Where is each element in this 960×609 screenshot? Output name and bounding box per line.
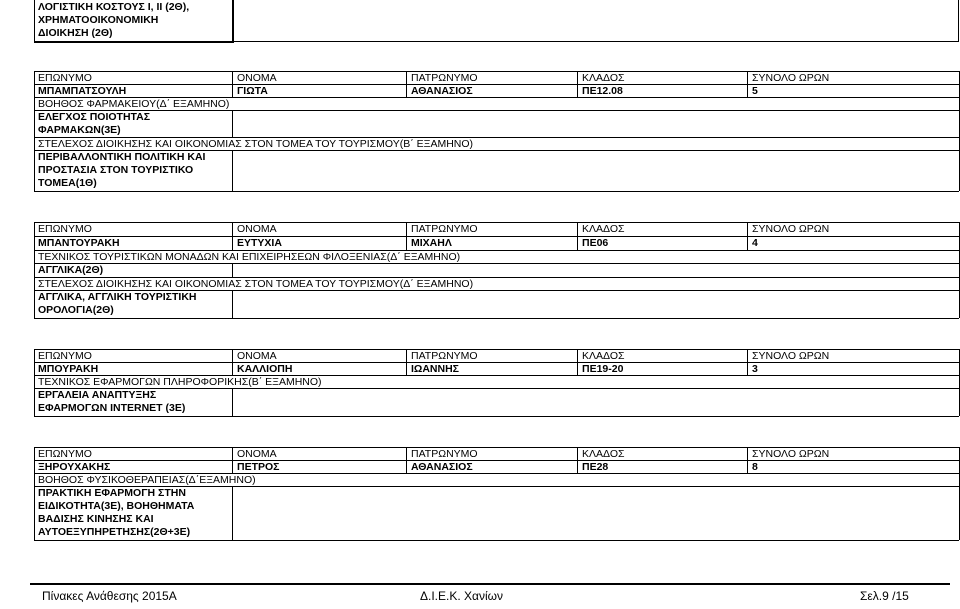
col-header-branch: ΚΛΑΔΟΣ (582, 448, 625, 460)
course-line: ΒΑΔΙΣΗΣ ΚΙΝΗΣΗΣ ΚΑΙ (38, 513, 154, 525)
col-header-branch: ΚΛΑΔΟΣ (582, 223, 625, 235)
col-header-father: ΠΑΤΡΩΝΥΜΟ (411, 72, 478, 84)
frame-left (34, 71, 35, 191)
col-divider (232, 222, 233, 250)
col-divider (232, 71, 233, 97)
specialty-title: ΣΤΕΛΕΧΟΣ ΔΙΟΙΚΗΣΗΣ ΚΑΙ ΟΙΚΟΝΟΜΙΑΣ ΣΤΟΝ ΤΟΜΕΑ ΤΟΥ ΤΟΥΡΙΣΜΟΥ(Β΄ ΕΞΑΜΗΝΟ) (38, 138, 474, 150)
col-header-surname: ΕΠΩΝΥΜΟ (38, 350, 92, 362)
teacher-name: ΠΕΤΡΟΣ (237, 461, 280, 473)
footer-page-number: Σελ.9 /15 (860, 589, 909, 603)
col-divider (747, 447, 748, 473)
col-header-hours: ΣΥΝΟΛΟ ΩΡΩΝ (752, 350, 830, 362)
specialty-title: ΤΕΧΝΙΚΟΣ ΕΦΑΡΜΟΓΩΝ ΠΛΗΡΟΦΟΡΙΚΗΣ(Β΄ ΕΞΑΜΗΝΟ) (38, 376, 322, 388)
col-divider (232, 263, 233, 277)
row-divider (34, 84, 959, 85)
col-divider (747, 349, 748, 375)
course-line: ΠΡΑΚΤΙΚΗ ΕΦΑΡΜΟΓΗ ΣΤΗΝ (38, 487, 186, 499)
frame-left (34, 349, 35, 416)
header-course-line: ΛΟΓΙΣΤΙΚΗ ΚΟΣΤΟΥΣ Ι, ΙΙ (2Θ), (38, 1, 190, 13)
teacher-name: ΓΙΩΤΑ (237, 85, 268, 97)
col-header-hours: ΣΥΝΟΛΟ ΩΡΩΝ (752, 72, 830, 84)
col-header-name: ΟΝΟΜΑ (237, 72, 277, 84)
col-header-surname: ΕΠΩΝΥΜΟ (38, 223, 92, 235)
col-header-name: ΟΝΟΜΑ (237, 350, 277, 362)
teacher-father: ΑΘΑΝΑΣΙΟΣ (411, 85, 473, 97)
col-header-father: ΠΑΤΡΩΝΥΜΟ (411, 448, 478, 460)
specialty-title: ΒΟΗΘΟΣ ΦΑΡΜΑΚΕΙΟΥ(Δ΄ ΕΞΑΜΗΝΟ) (38, 98, 230, 110)
course-line: ΑΓΓΛΙΚΑ, ΑΓΓΛΙΚΗ ΤΟΥΡΙΣΤΙΚΗ (38, 291, 197, 303)
teacher-name: ΕΥΤΥΧΙΑ (237, 237, 282, 249)
row-divider (34, 236, 959, 237)
frame-top (34, 222, 959, 223)
teacher-hours: 8 (752, 461, 758, 473)
col-divider (232, 110, 233, 137)
col-divider (232, 447, 233, 473)
teacher-surname: ΞΗΡΟΥΧΑΚΗΣ (38, 461, 111, 473)
teacher-father: ΙΩΑΝΝΗΣ (411, 363, 459, 375)
col-header-father: ΠΑΤΡΩΝΥΜΟ (411, 223, 478, 235)
teacher-hours: 4 (752, 237, 758, 249)
footer-center: Δ.Ι.Ε.Κ. Χανίων (420, 589, 504, 603)
col-divider (406, 222, 407, 250)
row-divider (34, 388, 959, 389)
teacher-hours: 3 (752, 363, 758, 375)
course-line: ΑΓΓΛΙΚΑ(2Θ) (38, 264, 104, 276)
header-course-line: ΔΙΟΙΚΗΣΗ (2Θ) (38, 27, 113, 39)
course-line: ΟΡΟΛΟΓΙΑ(2Θ) (38, 304, 114, 316)
col-divider (406, 71, 407, 97)
teacher-surname: ΜΠΑΜΠΑΤΣΟΥΛΗ (38, 85, 127, 97)
course-line: ΕΡΓΑΛΕΙΑ ΑΝΑΠΤΥΞΗΣ (38, 389, 157, 401)
specialty-title: ΤΕΧΝΙΚΟΣ ΤΟΥΡΙΣΤΙΚΩΝ ΜΟΝΑΔΩΝ ΚΑΙ ΕΠΙΧΕΙΡΗΣΕΩΝ ΦΙΛΟΞΕΝΙΑΣ(Δ΄ ΕΞΑΜΗΝΟ) (38, 251, 461, 263)
teacher-branch: ΠΕ12.08 (582, 85, 623, 97)
teacher-hours: 5 (752, 85, 758, 97)
col-header-surname: ΕΠΩΝΥΜΟ (38, 72, 92, 84)
col-header-branch: ΚΛΑΔΟΣ (582, 72, 625, 84)
row-divider (34, 460, 959, 461)
frame-left (34, 447, 35, 540)
row-divider (34, 540, 959, 541)
col-divider (577, 447, 578, 473)
col-header-hours: ΣΥΝΟΛΟ ΩΡΩΝ (752, 223, 830, 235)
course-line: ΠΡΟΣΤΑΣΙΑ ΣΤΟΝ ΤΟΥΡΙΣΤΙΚΟ (38, 164, 194, 176)
course-line: ΕΦΑΡΜΟΓΩΝ INTERNET (3Ε) (38, 402, 186, 414)
col-header-father: ΠΑΤΡΩΝΥΜΟ (411, 350, 478, 362)
specialty-title: ΣΤΕΛΕΧΟΣ ΔΙΟΙΚΗΣΗΣ ΚΑΙ ΟΙΚΟΝΟΜΙΑΣ ΣΤΟΝ ΤΟΜΕΑ ΤΟΥ ΤΟΥΡΙΣΜΟΥ(Δ΄ ΕΞΑΜΗΝΟ) (38, 278, 474, 290)
row-divider (34, 362, 959, 363)
row-divider (34, 110, 959, 111)
frame-top (34, 349, 959, 350)
course-line: ΠΕΡΙΒΑΛΛΟΝΤΙΚΗ ΠΟΛΙΤΙΚΗ ΚΑΙ (38, 151, 206, 163)
row-divider (34, 416, 959, 417)
col-header-name: ΟΝΟΜΑ (237, 223, 277, 235)
frame-top (34, 447, 959, 448)
teacher-branch: ΠΕ28 (582, 461, 609, 473)
row-divider (34, 263, 959, 264)
teacher-branch: ΠΕ06 (582, 237, 609, 249)
col-divider (232, 388, 233, 416)
col-divider (232, 290, 233, 318)
teacher-father: ΑΘΑΝΑΣΙΟΣ (411, 461, 473, 473)
teacher-branch: ΠΕ19-20 (582, 363, 624, 375)
frame-left (34, 222, 35, 318)
frame-top (34, 71, 959, 72)
col-header-name: ΟΝΟΜΑ (237, 448, 277, 460)
col-divider (577, 222, 578, 250)
col-divider (747, 71, 748, 97)
col-divider (747, 222, 748, 250)
course-line: ΑΥΤΟΕΞΥΠΗΡΕΤΗΣΗΣ(2Θ+3Ε) (38, 526, 191, 538)
teacher-name: ΚΑΛΛΙΟΠΗ (237, 363, 293, 375)
specialty-title: ΒΟΗΘΟΣ ΦΥΣΙΚΟΘΕΡΑΠΕΙΑΣ(Δ΄ΕΞΑΜΗΝΟ) (38, 474, 256, 486)
header-course-line: ΧΡΗΜΑΤΟΟΙΚΟΝΟΜΙΚΗ (38, 14, 159, 26)
course-line: ΦΑΡΜΑΚΩΝ(3Ε) (38, 124, 121, 136)
course-line: ΕΛΕΓΧΟΣ ΠΟΙΟΤΗΤΑΣ (38, 111, 151, 123)
teacher-father: ΜΙΧΑΗΛ (411, 237, 452, 249)
row-divider (34, 318, 959, 319)
col-divider (406, 447, 407, 473)
teacher-surname: ΜΠΟΥΡΑΚΗ (38, 363, 99, 375)
col-divider (577, 71, 578, 97)
col-header-surname: ΕΠΩΝΥΜΟ (38, 448, 92, 460)
course-line: ΤΟΜΕΑ(1Θ) (38, 177, 97, 189)
col-header-branch: ΚΛΑΔΟΣ (582, 350, 625, 362)
col-divider (232, 349, 233, 375)
col-divider (406, 349, 407, 375)
row-divider (34, 191, 959, 192)
footer-rule (30, 583, 950, 585)
col-header-hours: ΣΥΝΟΛΟ ΩΡΩΝ (752, 448, 830, 460)
col-divider (577, 349, 578, 375)
col-divider (232, 486, 233, 540)
teacher-surname: ΜΠΑΝΤΟΥΡΑΚΗ (38, 237, 120, 249)
footer-left: Πίνακες Ανάθεσης 2015Α (42, 589, 177, 603)
course-line: ΕΙΔΙΚΟΤΗΤΑ(3Ε), ΒΟΗΘΗΜΑΤΑ (38, 500, 195, 512)
col-divider (232, 150, 233, 191)
